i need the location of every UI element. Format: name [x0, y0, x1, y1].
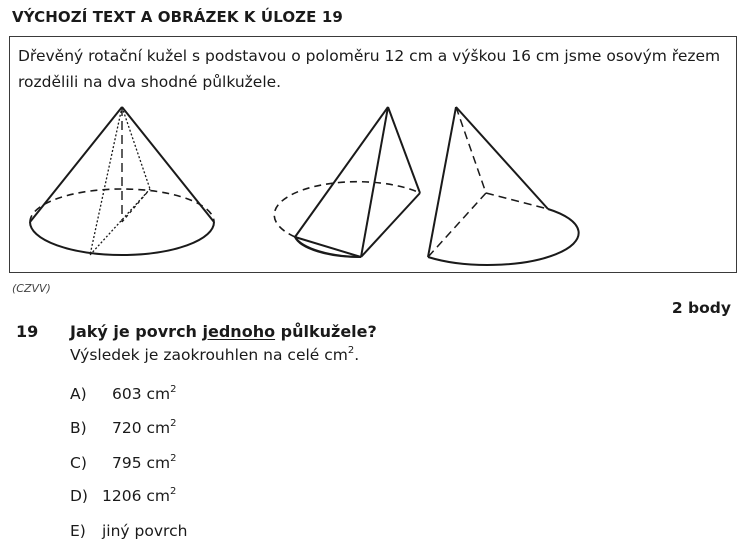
right-half-cone-drawing — [428, 107, 579, 265]
option-value: jiný povrch — [102, 522, 188, 540]
cone-figure — [10, 37, 738, 274]
note-text: Výsledek je zaokrouhlen na celé cm — [70, 346, 348, 364]
note-end: . — [354, 346, 360, 364]
left-half-cone-drawing — [274, 107, 420, 257]
option-b[interactable] — [70, 419, 177, 437]
option-a[interactable] — [70, 385, 177, 403]
option-value: 1206 cm — [102, 487, 170, 505]
points-label: 2 body — [671, 299, 731, 317]
option-letter: E) — [70, 522, 86, 540]
option-letter: C) — [70, 454, 87, 472]
option-value: 795 cm — [112, 454, 171, 472]
option-e[interactable] — [70, 522, 187, 540]
question-text — [70, 322, 377, 341]
option-sup: 2 — [170, 486, 177, 497]
question-post: půlkužele? — [275, 322, 377, 341]
option-c[interactable] — [70, 454, 177, 472]
option-value: 720 cm — [112, 419, 171, 437]
option-d[interactable] — [70, 487, 176, 505]
option-letter: B) — [70, 419, 87, 437]
option-sup: 2 — [170, 418, 177, 429]
option-letter: D) — [70, 487, 88, 505]
note-sup: 2 — [347, 345, 355, 356]
option-sup: 2 — [170, 384, 177, 395]
section-heading: VÝCHOZÍ TEXT A OBRÁZEK K ÚLOZE 19 — [12, 8, 343, 26]
option-sup: 2 — [170, 453, 177, 464]
rounding-note — [70, 346, 359, 364]
source-credit: (CZVV) — [12, 282, 51, 295]
question-underlined: jednoho — [202, 322, 276, 341]
full-cone-drawing — [30, 107, 214, 255]
option-letter: A) — [70, 385, 87, 403]
question-pre: Jaký je povrch — [70, 322, 203, 341]
intro-text: Dřevěný rotační kužel s podstavou o poloměru 12 cm a výškou 16 cm jsme osovým řezem rozdělili na dva shodné půlkužele. — [18, 47, 721, 91]
question-number: 19 — [16, 322, 39, 341]
option-value: 603 cm — [112, 385, 171, 403]
intro-box — [9, 36, 737, 273]
